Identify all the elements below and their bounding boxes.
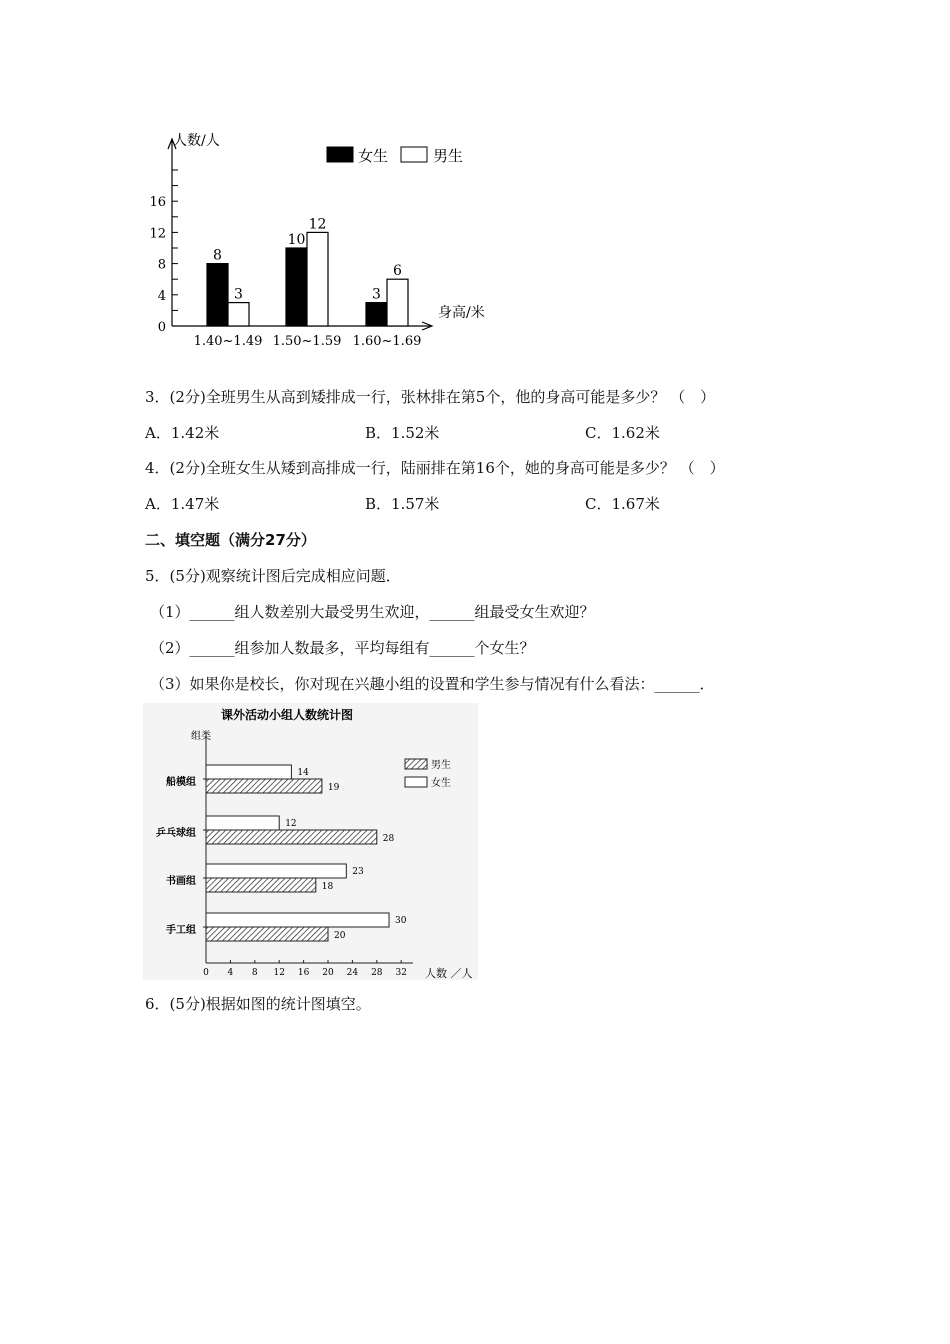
x-tick-label: 24 [346,968,359,978]
height-bar-chart [140,125,500,355]
y-tick-label: 0 [157,320,166,335]
bar-male [307,232,328,326]
bar-male [228,303,249,326]
legend-swatch-female [327,147,353,162]
data-label: 19 [327,783,340,793]
question-3-option-c: C．1.62米 [585,424,660,442]
question-4-text: 4．(2分)全班女生从矮到高排成一行，陆丽排在第16个，她的身高可能是多少？ （ ） [145,459,725,477]
y-tick-label: 乒乓球组 [156,828,196,839]
y-axis-label: 组类 [191,731,211,742]
legend-label-female: 女生 [431,778,451,789]
bar-female [207,264,228,326]
bar-male [206,927,328,941]
x-tick-label: 16 [297,968,310,978]
data-label: 3 [372,286,381,303]
x-tick-label: 1.50~1.59 [272,334,342,349]
bar-male [387,279,408,326]
question-6-text: 6．(5分)根据如图的统计图填空。 [145,995,371,1013]
data-label: 20 [334,931,346,941]
x-tick-label: 12 [273,968,285,978]
y-tick-label: 书画组 [166,876,196,887]
data-label: 12 [285,819,297,829]
y-axis-label: 人数/人 [173,133,220,149]
data-label: 8 [213,247,222,264]
question-3-text: 3．(2分)全班男生从高到矮排成一行，张林排在第5个，他的身高可能是多少？ （ ） [145,388,716,406]
question-5-sub-1: （1）______组人数差别大最受男生欢迎，______组最受女生欢迎？ [150,603,595,621]
bar-female [206,765,291,779]
activity-group-bar-chart [143,703,478,980]
data-label: 12 [308,216,327,233]
y-tick-label: 船模组 [166,777,196,788]
legend-swatch-male [401,147,427,162]
x-tick-label: 8 [251,968,258,978]
data-label: 3 [234,286,243,303]
section-heading-fill-blank: 二、填空题（满分27分） [145,531,316,549]
bar-female [286,248,307,326]
bar-male [206,830,377,844]
x-tick-label: 1.40~1.49 [193,334,263,349]
question-4-option-b: B．1.57米 [365,495,440,513]
y-tick-label: 12 [149,226,166,242]
x-tick-label: 4 [227,968,234,978]
x-axis-label: 人数 ／人 [425,967,473,980]
question-4-option-a: A．1.47米 [145,495,220,513]
question-3-option-b: B．1.52米 [365,424,440,442]
question-4-option-c: C．1.67米 [585,495,660,513]
x-tick-label: 32 [395,968,407,978]
bar-female [206,913,389,927]
legend-swatch-male [405,759,427,769]
bar-male [206,779,322,793]
data-label: 6 [393,263,402,280]
y-tick-label: 手工组 [166,925,196,936]
data-label: 30 [395,916,407,926]
data-label: 23 [352,867,364,877]
x-tick-label: 20 [322,968,334,978]
data-label: 28 [382,834,395,844]
question-5-text: 5．(5分)观察统计图后完成相应问题． [145,567,401,585]
data-label: 18 [321,882,334,892]
legend-label-female: 女生 [358,147,389,165]
legend-label-male: 男生 [431,760,451,771]
x-tick-label: 0 [203,968,209,978]
data-label: 14 [297,768,309,778]
question-3-option-a: A．1.42米 [145,424,220,442]
question-5-sub-2: （2）______组参加人数最多，平均每组有______个女生？ [150,639,535,657]
x-tick-label: 1.60~1.69 [352,334,422,349]
y-tick-label: 8 [157,257,166,273]
x-axis-label: 身高/米 [438,305,485,321]
legend-swatch-female [405,777,427,787]
question-5-sub-3: （3）如果你是校长，你对现在兴趣小组的设置和学生参与情况有什么看法：______． [150,675,715,693]
bar-female [366,303,387,326]
bar-male [206,878,316,892]
y-tick-label: 4 [157,288,166,304]
y-tick-label: 16 [149,195,166,211]
chart-title: 课外活动小组人数统计图 [221,708,354,722]
bar-female [206,816,279,830]
bar-female [206,864,346,878]
x-tick-label: 28 [371,968,383,978]
data-label: 10 [287,232,306,248]
legend-label-male: 男生 [433,147,464,165]
